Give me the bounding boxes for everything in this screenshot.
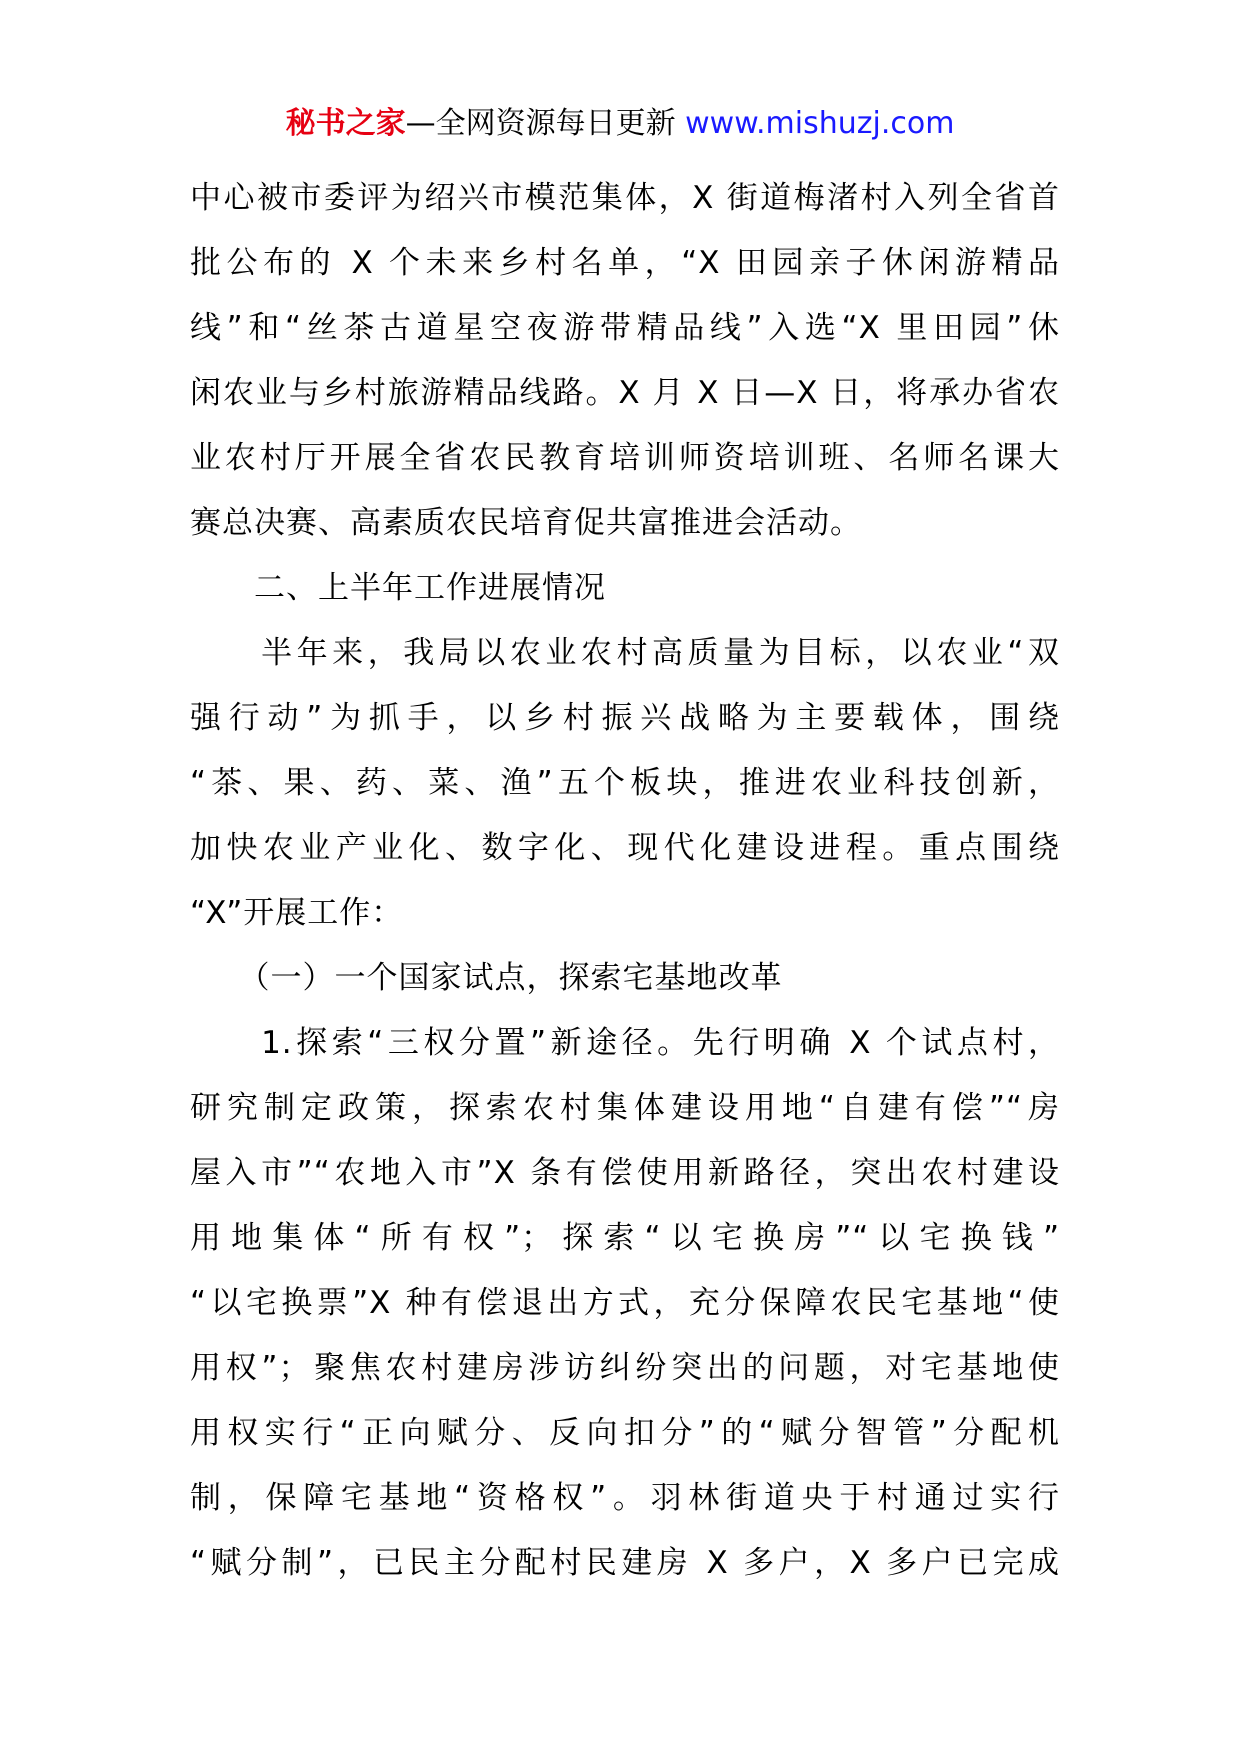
text-line: 批公布的 X 个未来乡村名单，“X 田园亲子休闲游精品 xyxy=(190,245,1060,281)
text-line: 用地集体“所有权”；探索“以宅换房”“以宅换钱” xyxy=(190,1220,1060,1256)
text-line: “X”开展工作： xyxy=(190,895,404,931)
text-line: 半年来，我局以农业农村高质量为目标，以农业“双 xyxy=(190,635,1060,671)
text-line: “赋分制”，已民主分配村民建房 X 多户，X 多户已完成 xyxy=(190,1545,1060,1581)
text-line: 中心被市委评为绍兴市模范集体，X 街道梅渚村入列全省首 xyxy=(190,180,1060,216)
text-line: “茶、果、药、菜、渔”五个板块，推进农业科技创新， xyxy=(190,765,1060,801)
text-line: 业农村厅开展全省农民教育培训师资培训班、名师名课大 xyxy=(190,440,1060,476)
text-line: 用权实行“正向赋分、反向扣分”的“赋分智管”分配机 xyxy=(190,1415,1060,1451)
text-line: 1.探索“三权分置”新途径。先行明确 X 个试点村， xyxy=(190,1025,1060,1061)
text-line: 线”和“丝茶古道星空夜游带精品线”入选“X 里田园”休 xyxy=(190,310,1060,346)
section-heading: 二、上半年工作进展情况 xyxy=(190,570,606,606)
text-line: 加快农业产业化、数字化、现代化建设进程。重点围绕 xyxy=(190,830,1060,866)
text-line: 用权”；聚焦农村建房涉访纠纷突出的问题，对宅基地使 xyxy=(190,1350,1060,1386)
text-line: “以宅换票”X 种有偿退出方式，充分保障农民宅基地“使 xyxy=(190,1285,1060,1321)
site-url[interactable]: www.mishuzj.com xyxy=(685,106,955,141)
site-brand: 秘书之家 xyxy=(285,106,406,141)
text-line: 闲农业与乡村旅游精品线路。X 月 X 日—X 日，将承办省农 xyxy=(190,375,1060,411)
text-line: 制，保障宅基地“资格权”。羽林街道央于村通过实行 xyxy=(190,1480,1060,1516)
document-body xyxy=(190,166,1060,1596)
subsection-heading: （一）一个国家试点，探索宅基地改革 xyxy=(190,960,783,996)
site-tagline: —全网资源每日更新 xyxy=(405,106,676,141)
site-header xyxy=(0,102,1240,146)
text-line: 研究制定政策，探索农村集体建设用地“自建有偿”“房 xyxy=(190,1090,1060,1126)
text-line: 赛总决赛、高素质农民培育促共富推进会活动。 xyxy=(190,505,862,541)
text-line: 屋入市”“农地入市”X 条有偿使用新路径，突出农村建设 xyxy=(190,1155,1060,1191)
text-line: 强行动”为抓手，以乡村振兴战略为主要载体，围绕 xyxy=(190,700,1060,736)
